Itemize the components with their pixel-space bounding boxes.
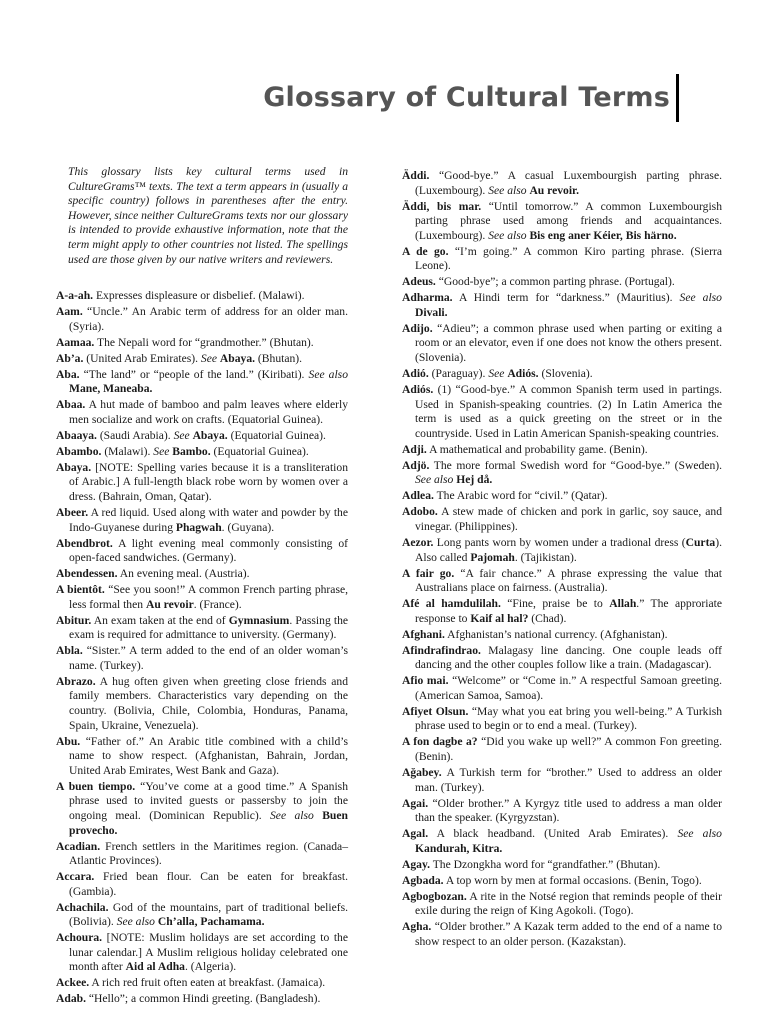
- glossary-entry: [56, 305, 348, 334]
- entry-term: Adió.: [402, 367, 429, 381]
- entry-definition-tail: .” The approriate response to: [415, 597, 722, 625]
- entry-definition-tail: . (Guyana).: [221, 520, 275, 534]
- entry-term: A fon dagbe a?: [402, 735, 478, 749]
- entry-term: Adlea.: [402, 489, 434, 503]
- cross-reference: Ch’alla, Pachamama.: [157, 915, 265, 929]
- entry-term: Abrazo.: [56, 674, 96, 688]
- cross-reference: Adiós.: [507, 367, 539, 381]
- entry-term: Agha.: [402, 920, 432, 934]
- glossary-entry: [402, 827, 722, 856]
- entry-term: Adobo.: [402, 505, 438, 519]
- see-also-label: See: [153, 444, 170, 458]
- entry-definition: “Good-bye”; a common parting phrase. (Portugal).: [435, 275, 675, 289]
- glossary-entry: [56, 537, 348, 566]
- glossary-entry: [402, 597, 722, 626]
- glossary-entry: [56, 368, 348, 397]
- entry-term: Abambo.: [56, 444, 102, 458]
- entry-term: Adab.: [56, 992, 86, 1006]
- glossary-entry: [56, 583, 348, 612]
- entry-term: Abu.: [56, 734, 81, 748]
- cross-reference: Au revoir: [145, 597, 194, 611]
- intro-paragraph: This glossary lists key cultural terms used in CultureGrams™ texts. The text a term appears in (usually a specific country) follows in parentheses after the entry. However, since neither CultureGrams texts nor our glossary is intended to provide exhaustive information, note that the term might apply to other countries not listed. The spellings used are those given by our native writers and reviewers.: [68, 165, 348, 266]
- glossary-entry: [56, 506, 348, 535]
- entry-definition: “Good-bye.” A casual Luxembourgish parting phrase. (Luxembourg).: [415, 169, 722, 197]
- glossary-entry: [56, 429, 348, 444]
- entry-definition-tail: (Equatorial Guinea).: [227, 428, 326, 442]
- entry-term: A de go.: [402, 244, 449, 258]
- see-also-label: See also: [415, 473, 454, 487]
- entry-term: A fair go.: [402, 566, 455, 580]
- cross-reference: Buen provecho.: [69, 808, 348, 837]
- cross-reference: Gymnasium: [228, 613, 290, 627]
- entry-term: A buen tiempo.: [56, 779, 136, 793]
- glossary-entry: [402, 443, 722, 458]
- entry-term: Agay.: [402, 857, 431, 871]
- see-also-label: See also: [677, 827, 722, 841]
- entry-term: Abla.: [56, 644, 83, 658]
- glossary-entry: [402, 674, 722, 703]
- cross-reference: Kaif al hal?: [470, 611, 529, 625]
- entry-definition-tail: . Passing the exam is required for admittance to university. (Germany).: [69, 613, 349, 642]
- entry-definition-tail: . (Tajikistan).: [514, 550, 577, 564]
- entry-term: Accara.: [56, 870, 95, 884]
- page-title: Glossary of Cultural Terms: [263, 82, 670, 113]
- glossary-entry: [56, 644, 348, 673]
- entry-term: Afio mai.: [402, 674, 449, 688]
- entry-term: Abendbrot.: [56, 536, 113, 550]
- entry-definition: “See you soon!” A common French parting phrase, less formal then: [69, 583, 348, 611]
- entry-definition: [NOTE: Muslim holidays are set according to the lunar calendar.] A Muslim religious holiday celebrated one month after: [69, 931, 348, 974]
- glossary-entry: [56, 336, 348, 351]
- see-also-label: See: [173, 428, 190, 442]
- glossary-entry: [56, 461, 348, 505]
- glossary-entry: [402, 275, 722, 290]
- entry-definition: Afghanistan’s national currency. (Afghanistan).: [444, 627, 668, 641]
- cross-reference: Curta: [685, 535, 716, 549]
- entry-definition: The more formal Swedish word for “Good-bye.” (Sweden).: [429, 458, 722, 472]
- entry-definition: An evening meal. (Austria).: [117, 567, 250, 581]
- see-also-label: See also: [488, 183, 527, 197]
- entry-definition: “May what you eat bring you well-being.” A Turkish phrase used to begin or to end a meal. (Turkey).: [415, 704, 723, 733]
- entry-definition: Long pants worn by women under a tradional dress (: [433, 535, 686, 549]
- entry-definition-tail: . (France).: [193, 597, 242, 611]
- entry-term: Ackee.: [56, 976, 90, 990]
- glossary-entry: [402, 628, 722, 643]
- entry-definition: (Saudi Arabia).: [96, 428, 174, 442]
- see-also-label: See: [488, 367, 505, 381]
- entry-definition: “Older brother.” A Kyrgyz title used to address a man older than the speaker. (Kyrgyzstan).: [415, 796, 722, 825]
- entry-definition: The Nepali word for “grandmother.” (Bhutan).: [94, 335, 314, 349]
- glossary-entry: [402, 291, 722, 320]
- see-also-label: See also: [270, 808, 314, 822]
- entry-term: Äddi, bis mar.: [402, 199, 482, 213]
- entry-definition-tail: ). Also called: [415, 535, 722, 564]
- entry-definition: A rich red fruit often eaten at breakfast. (Jamaica).: [89, 976, 326, 990]
- entry-definition: “Did you wake up well?” A common Fon greeting. (Benin).: [415, 735, 722, 763]
- glossary-entry: [56, 780, 348, 838]
- entry-term: Adjö.: [402, 458, 430, 472]
- glossary-entry: [56, 870, 348, 899]
- entry-definition: “Adieu”; a common phrase used when parting or exiting a room or an elevator, even if one does not know the others present. (Slovenia).: [415, 321, 722, 365]
- cross-reference: Pajomah: [470, 550, 515, 564]
- entry-definition: “Father of.” An Arabic title combined with a child’s name to show respect. (Afghanistan, Bahrain, Jordan, United Arab Emirates, West Bank and Gaza).: [69, 734, 348, 777]
- entry-term: Achoura.: [56, 931, 103, 945]
- entry-term: Aamaa.: [56, 335, 95, 349]
- title-rule: [676, 74, 679, 122]
- glossary-entry: [56, 675, 348, 733]
- entry-definition-tail: (Equatorial Guinea).: [210, 444, 309, 458]
- glossary-entry: [402, 874, 722, 889]
- glossary-entry: [402, 322, 722, 366]
- glossary-entry: [402, 200, 722, 244]
- entry-definition: The Arabic word for “civil.” (Qatar).: [433, 489, 608, 503]
- see-also-label: See: [200, 351, 217, 365]
- left-entry-list: [56, 289, 348, 1007]
- glossary-entry: [56, 931, 348, 975]
- entry-term: Afiyet Olsun.: [402, 704, 469, 718]
- glossary-entry: [402, 644, 722, 673]
- see-also-label: See also: [116, 915, 155, 929]
- glossary-entry: [402, 489, 722, 504]
- glossary-entry: [402, 890, 722, 919]
- entry-term: Afé al hamdulilah.: [402, 597, 501, 611]
- entry-term: Abaaya.: [56, 428, 97, 442]
- entry-term: Agai.: [402, 796, 429, 810]
- entry-definition: “The land” or “people of the land.” (Kiribati).: [79, 367, 309, 381]
- cross-reference: Au revoir.: [529, 183, 580, 197]
- glossary-entry: [402, 797, 722, 826]
- glossary-entry: [56, 398, 348, 427]
- right-column: [402, 169, 722, 951]
- entry-definition-tail: (Bhutan).: [255, 351, 303, 365]
- entry-definition: (Paraguay).: [428, 367, 489, 381]
- entry-term: Abaa.: [56, 398, 86, 412]
- entry-definition: (1) “Good-bye.” A common Spanish term used in partings. Used in Spanish-speaking countries. (2) In Latin America the term is used as a quick greeting on the street or in the countryside. Used in Latin American Spanish-speaking countries.: [415, 383, 722, 440]
- entry-definition: “Until tomorrow.” A common Luxembourgish parting phrase used among friends and acquaintances. (Luxembourg).: [415, 199, 722, 242]
- cross-reference: Abaya.: [219, 351, 256, 365]
- entry-definition: “Uncle.” An Arabic term of address for an older man. (Syria).: [69, 305, 348, 333]
- glossary-entry: [56, 567, 348, 582]
- glossary-entry: [402, 536, 722, 565]
- glossary-entry: [56, 352, 348, 367]
- glossary-entry: [56, 840, 348, 869]
- cross-reference: Hej då.: [456, 473, 493, 487]
- entry-definition: A Hindi term for “darkness.” (Mauritius).: [452, 291, 680, 305]
- entry-definition: An exam taken at the end of: [91, 613, 229, 627]
- entry-term: Aezor.: [402, 535, 434, 549]
- entry-term: A bientôt.: [56, 583, 105, 597]
- entry-term: Äddi.: [402, 169, 430, 182]
- left-column: [56, 165, 348, 1008]
- entry-definition: Expresses displeasure or disbelief. (Malawi).: [93, 289, 305, 303]
- glossary-entry: [402, 766, 722, 795]
- entry-term: Adiós.: [402, 383, 434, 397]
- entry-definition: A hug often given when greeting close friends and family members. Characteristics vary depending on the country. (Bolivia, Chile, Colombia, Honduras, Panama, Spain, Ukraine, Venezuela).: [69, 674, 348, 732]
- glossary-entry: [402, 858, 722, 873]
- glossary-entry: [56, 992, 348, 1007]
- entry-definition: [NOTE: Spelling varies because it is a transliteration of Arabic.] A full-length black robe worn by women over a dress. (Bahrain, Oman, Qatar).: [69, 460, 348, 503]
- entry-term: Afindrafindrao.: [402, 643, 481, 657]
- cross-reference: Allah: [609, 597, 637, 611]
- entry-definition: A top worn by men at formal occasions. (Benin, Togo).: [443, 873, 702, 887]
- entry-definition: A light evening meal commonly consisting of open-faced sandwiches. (Germany).: [69, 536, 348, 565]
- glossary-entry: [402, 567, 722, 596]
- entry-term: Agbogbozan.: [402, 889, 467, 903]
- entry-term: Afghani.: [402, 627, 445, 641]
- glossary-entry: [402, 367, 722, 382]
- entry-definition: A rite in the Notsé region that reminds people of their exile during the reign of King Agokoli. (Togo).: [415, 889, 722, 918]
- entry-term: Achachila.: [56, 900, 109, 914]
- entry-term: Abeer.: [56, 505, 89, 519]
- cross-reference: Divali.: [415, 305, 448, 319]
- entry-term: Aba.: [56, 367, 80, 381]
- glossary-entry: [402, 169, 722, 198]
- cross-reference: Bambo.: [172, 444, 211, 458]
- entry-term: Abaya.: [56, 460, 92, 474]
- cross-reference: Abaya.: [192, 428, 228, 442]
- entry-term: Abitur.: [56, 613, 92, 627]
- entry-definition: Malagasy line dancing. One couple leads off dancing and the other couples follow like a train. (Madagascar).: [415, 643, 722, 672]
- entry-term: Adeus.: [402, 275, 436, 289]
- entry-definition: “Sister.” A term added to the end of an older woman’s name. (Turkey).: [69, 644, 348, 672]
- entry-term: Agal.: [402, 827, 429, 841]
- entry-definition: “Older brother.” A Kazak term added to the end of a name to show respect to an older person. (Kazakstan).: [415, 920, 722, 948]
- entry-definition: A mathematical and probability game. (Benin).: [426, 442, 648, 456]
- glossary-entry: [402, 505, 722, 534]
- entry-definition: “Fine, praise be to: [500, 597, 610, 611]
- entry-term: Abendessen.: [56, 567, 118, 581]
- entry-term: Adharma.: [402, 291, 453, 305]
- entry-definition: A stew made of chicken and pork in garlic, soy sauce, and vinegar. (Philippines).: [415, 505, 722, 533]
- entry-definition: “A fair chance.” A phrase expressing the value that Australians place on fairness. (Australia).: [415, 566, 722, 595]
- entry-definition: Fried bean flour. Can be eaten for breakfast. (Gambia).: [69, 870, 348, 898]
- entry-definition: A red liquid. Used along with water and powder by the Indo-Guyanese during: [69, 505, 348, 534]
- see-also-label: See also: [679, 291, 722, 305]
- entry-definition: “You’ve come at a good time.” A Spanish phrase used to invited guests or passersby to join the ongoing meal. (Dominican Republic).: [69, 779, 348, 822]
- glossary-entry: [56, 901, 348, 930]
- cross-reference: Kandurah, Kitra.: [415, 841, 503, 855]
- glossary-entry: [56, 735, 348, 779]
- entry-definition: God of the mountains, part of traditional beliefs. (Bolivia).: [69, 900, 348, 929]
- entry-definition: “Welcome” or “Come in.” A respectful Samoan greeting. (American Samoa, Samoa).: [415, 674, 723, 702]
- entry-definition: “I’m going.” A common Kiro parting phrase. (Sierra Leone).: [415, 244, 722, 273]
- glossary-entry: [56, 614, 348, 643]
- right-entry-list: [402, 169, 722, 949]
- entry-term: Ab’a.: [56, 351, 84, 365]
- entry-term: Ağabey.: [402, 765, 442, 779]
- cross-reference: Mane, Maneaba.: [69, 382, 153, 396]
- cross-reference: Bis eng aner Kéier, Bis härno.: [529, 228, 677, 242]
- entry-definition: A black headband. (United Arab Emirates).: [428, 827, 678, 841]
- entry-definition: A hut made of bamboo and palm leaves where elderly men socialize and work on crafts. (Equatorial Guinea).: [69, 398, 348, 426]
- glossary-entry: [402, 920, 722, 949]
- glossary-entry: [56, 976, 348, 991]
- entry-term: Adji.: [402, 442, 427, 456]
- entry-definition: (Malawi).: [101, 444, 154, 458]
- entry-definition: French settlers in the Maritimes region. (Canada–Atlantic Provinces).: [69, 839, 348, 868]
- glossary-entry: [402, 459, 722, 488]
- entry-definition-tail: . (Algeria).: [184, 960, 237, 974]
- cross-reference: Aid al Adha: [125, 960, 185, 974]
- entry-definition: The Dzongkha word for “grandfather.” (Bhutan).: [430, 857, 661, 871]
- entry-definition: A Turkish term for “brother.” Used to address an older man. (Turkey).: [415, 765, 722, 794]
- glossary-entry: [56, 289, 348, 304]
- glossary-entry: [402, 735, 722, 764]
- cross-reference: Phagwah: [175, 520, 222, 534]
- entry-term: Agbada.: [402, 873, 444, 887]
- entry-term: A-a-ah.: [56, 289, 94, 303]
- entry-term: Acadian.: [56, 839, 101, 853]
- see-also-label: See also: [308, 367, 348, 381]
- entry-term: Aam.: [56, 305, 83, 319]
- entry-term: Adijo.: [402, 321, 433, 335]
- glossary-entry: [402, 245, 722, 274]
- see-also-label: See also: [488, 228, 527, 242]
- glossary-entry: [402, 705, 722, 734]
- entry-definition-tail: (Slovenia).: [538, 367, 593, 381]
- glossary-entry: [402, 383, 722, 441]
- entry-definition: (United Arab Emirates).: [83, 351, 201, 365]
- glossary-entry: [56, 445, 348, 460]
- entry-definition: “Hello”; a common Hindi greeting. (Bangladesh).: [85, 992, 321, 1006]
- entry-definition-tail: (Chad).: [528, 611, 567, 625]
